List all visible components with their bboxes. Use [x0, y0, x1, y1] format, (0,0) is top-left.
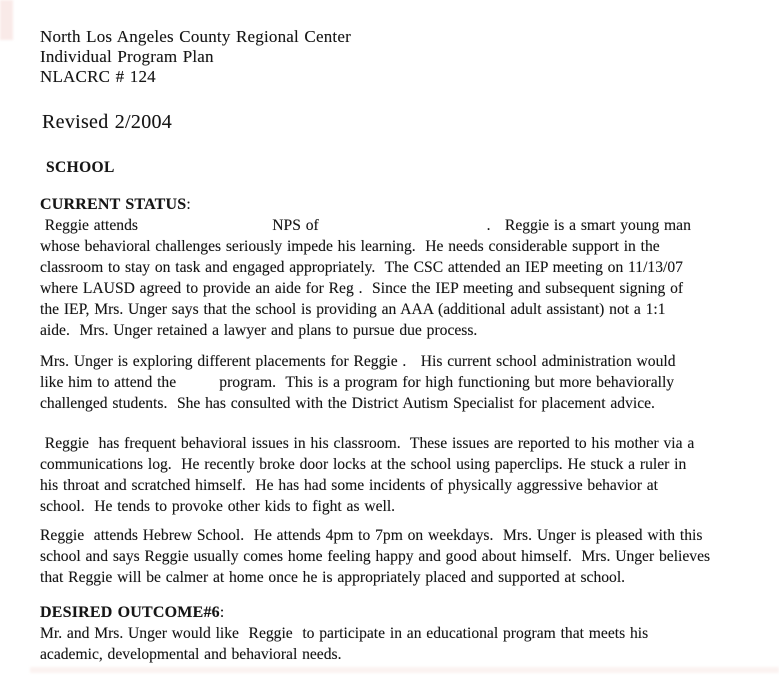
- revised-date-text: Revised 2/2004: [42, 111, 173, 133]
- current-status-paragraph: [40, 215, 691, 341]
- text-line: Reggie has frequent behavioral issues in his classroom. These issues are reported to his mother via a: [40, 435, 695, 452]
- text-line: academic, developmental and behavioral needs.: [40, 646, 342, 663]
- revised-date: [42, 110, 172, 134]
- text-line: communications log. He recently broke door locks at the school using paperclips. He stuck a ruler in: [40, 456, 687, 473]
- text-line: like him to attend the program. This is a program for high functioning but more behaviorally: [40, 374, 675, 391]
- desired-outcome-heading-text: DESIRED OUTCOME#6: [40, 604, 220, 621]
- text-line: NLACRC # 124: [40, 67, 156, 86]
- text-line: Mrs. Unger is exploring different placements for Reggie . His current school administration would: [40, 353, 676, 370]
- text-line: the IEP, Mrs. Unger says that the school is providing an AAA (additional adult assistant) not a 1:1: [40, 301, 666, 318]
- text-line: his throat and scratched himself. He has had some incidents of physically aggressive behavior at: [40, 477, 659, 494]
- text-line: Reggie attends Hebrew School. He attends 4pm to 7pm on weekdays. Mrs. Unger is pleased with this: [40, 527, 703, 544]
- text-line: classroom to stay on task and engaged appropriately. The CSC attended an IEP meeting on 11/13/07: [40, 259, 683, 276]
- text-line: whose behavioral challenges seriously impede his learning. He needs considerable support in the: [40, 238, 660, 255]
- text-line: school and says Reggie usually comes home feeling happy and good about himself. Mrs. Unger believes: [40, 548, 711, 565]
- text-line: North Los Angeles County Regional Center: [40, 27, 351, 46]
- current-status-heading-colon: :: [186, 196, 191, 213]
- scan-artifact-bottom: [30, 667, 779, 673]
- hebrew-school-paragraph: [40, 525, 710, 588]
- current-status-heading-text: CURRENT STATUS: [40, 196, 187, 213]
- text-line: where LAUSD agreed to provide an aide for Reg . Since the IEP meeting and subsequent signing of: [40, 280, 684, 297]
- placement-paragraph: [40, 351, 676, 414]
- text-line: aide. Mrs. Unger retained a lawyer and plans to pursue due process.: [40, 322, 478, 339]
- text-line: Mr. and Mrs. Unger would like Reggie to participate in an educational program that meets his: [40, 625, 649, 642]
- text-line: challenged students. She has consulted with the District Autism Specialist for placement advice.: [40, 395, 655, 412]
- scan-artifact-left: [0, 0, 13, 40]
- text-line: that Reggie will be calmer at home once he is appropriately placed and supported at school.: [40, 569, 626, 586]
- desired-outcome-paragraph: [40, 623, 648, 665]
- desired-outcome-section: [40, 602, 648, 665]
- section-heading-school: [46, 157, 115, 178]
- school-heading-text: SCHOOL: [46, 159, 115, 176]
- letterhead: [40, 27, 351, 87]
- current-status-heading: [40, 194, 691, 215]
- desired-outcome-heading: [40, 602, 648, 623]
- text-line: school. He tends to provoke other kids to fight as well.: [40, 498, 396, 515]
- text-line: Individual Program Plan: [40, 47, 214, 66]
- behavior-paragraph: [40, 433, 694, 517]
- desired-outcome-heading-colon: :: [219, 604, 225, 621]
- current-status-section: [40, 194, 691, 341]
- text-line: Reggie attends NPS of . Reggie is a smart young man: [40, 217, 691, 234]
